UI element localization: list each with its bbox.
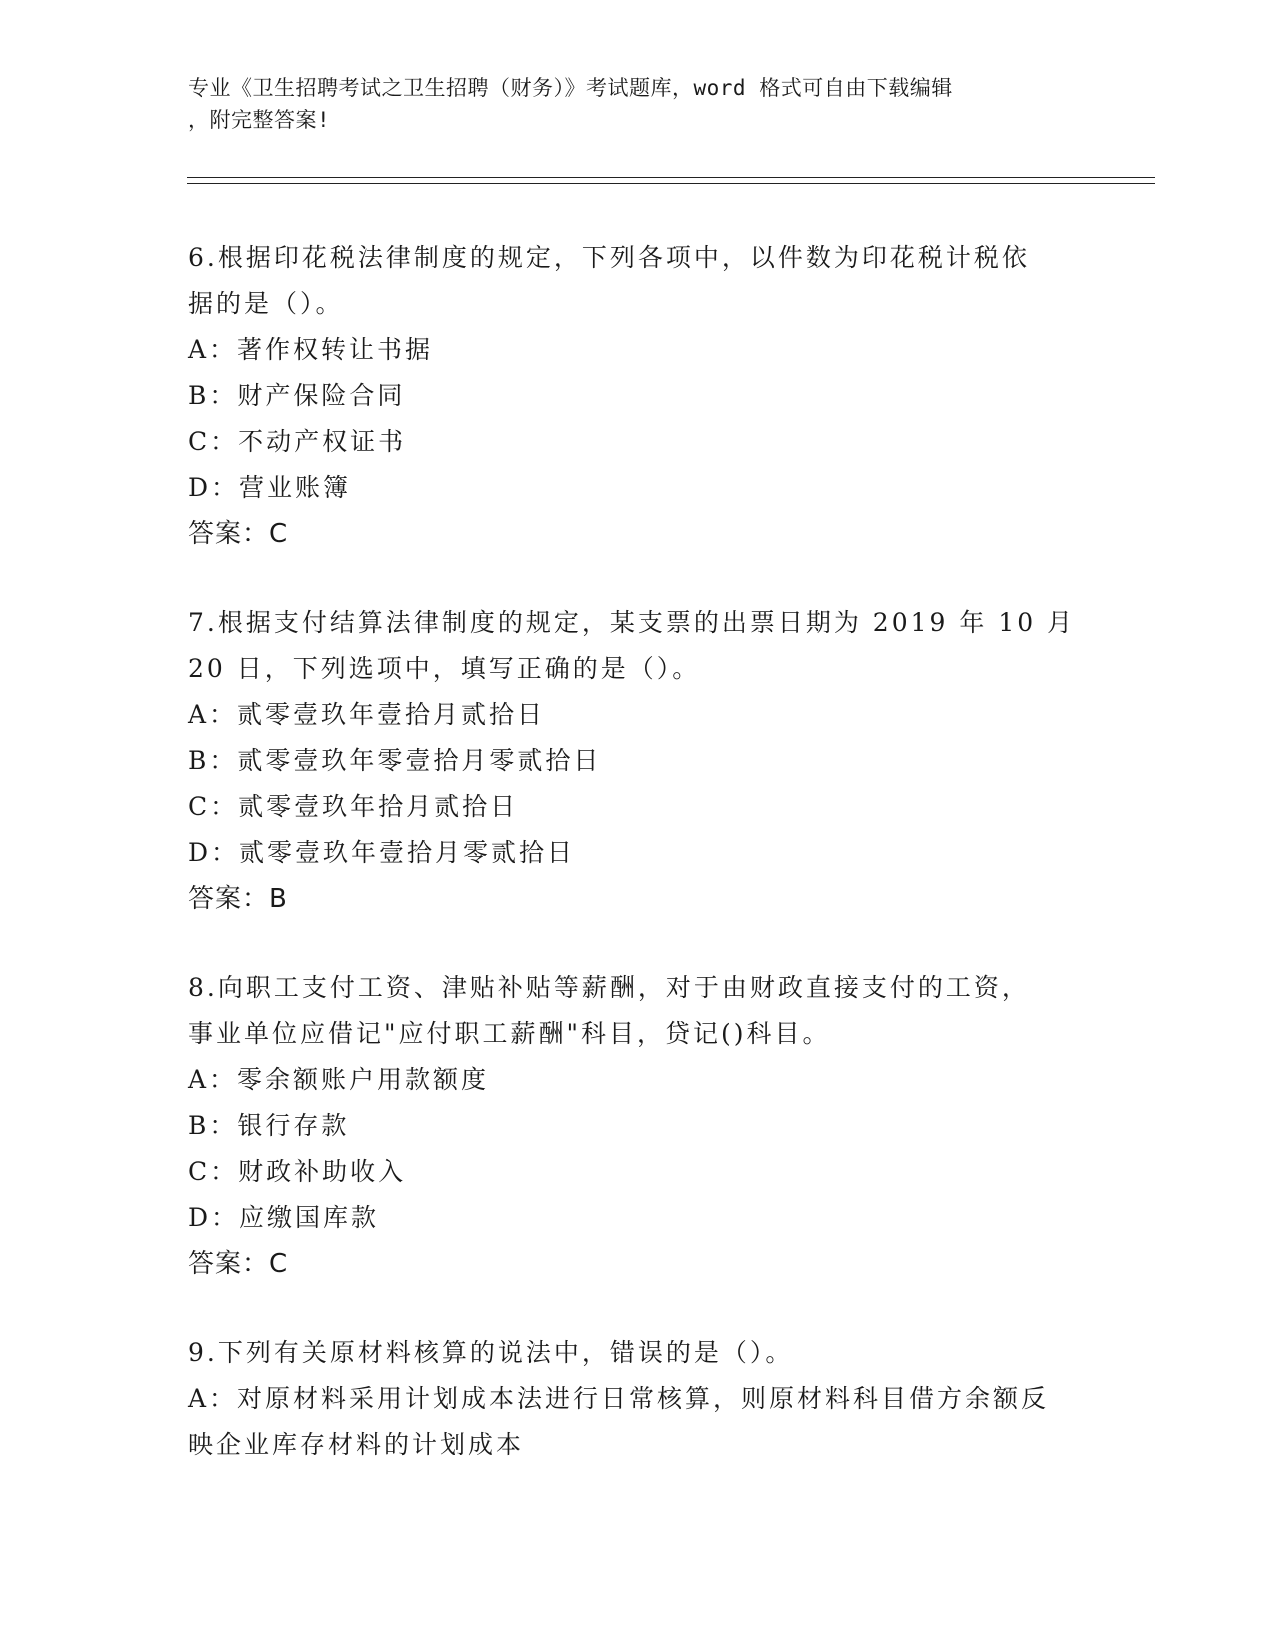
question-stem-line-2: 20 日，下列选项中，填写正确的是（）。 [188, 654, 701, 683]
option-d: D：应缴国库款 [188, 1203, 380, 1232]
question-stem-line-1: 6.根据印花税法律制度的规定，下列各项中，以件数为印花税计税依 [188, 243, 1030, 272]
option-a: A：著作权转让书据 [188, 335, 434, 364]
question-6 [188, 235, 1088, 557]
option-b: B：财产保险合同 [188, 381, 406, 410]
option-d: D：贰零壹玖年壹拾月零贰拾日 [188, 838, 576, 867]
question-stem-line-1: 7.根据支付结算法律制度的规定，某支票的出票日期为 2019 年 10 月 [188, 608, 1076, 637]
option-b: B：贰零壹玖年零壹拾月零贰拾日 [188, 746, 602, 775]
option-d: D：营业账簿 [188, 473, 352, 502]
question-7 [188, 600, 1088, 922]
option-c: C：不动产权证书 [188, 427, 407, 456]
option-c: C：贰零壹玖年拾月贰拾日 [188, 792, 519, 821]
question-8 [188, 965, 1088, 1287]
answer: 答案：C [188, 519, 289, 549]
question-stem-line-2: 事业单位应借记"应付职工薪酬"科目，贷记()科目。 [188, 1019, 831, 1048]
header-divider-top [187, 177, 1155, 178]
question-stem-line-1: 9.下列有关原材料核算的说法中，错误的是（）。 [188, 1338, 794, 1367]
header-line-1: 专业《卫生招聘考试之卫生招聘（财务）》考试题库，word 格式可自由下载编辑 [188, 76, 953, 100]
question-stem-line-1: 8.向职工支付工资、津贴补贴等薪酬，对于由财政直接支付的工资， [188, 973, 1030, 1002]
document-header [188, 72, 1088, 136]
option-a: A：贰零壹玖年壹拾月贰拾日 [188, 700, 546, 729]
option-a-continued: 映企业库存材料的计划成本 [188, 1430, 525, 1459]
option-a: A：对原材料采用计划成本法进行日常核算，则原材料科目借方余额反 [188, 1384, 1050, 1413]
header-divider-bottom [187, 183, 1155, 184]
option-b: B：银行存款 [188, 1111, 350, 1140]
answer: 答案：C [188, 1249, 289, 1279]
question-9 [188, 1330, 1088, 1468]
header-line-2: ，附完整答案! [188, 108, 331, 132]
option-a: A：零余额账户用款额度 [188, 1065, 490, 1094]
answer: 答案：B [188, 884, 288, 914]
option-c: C：财政补助收入 [188, 1157, 407, 1186]
question-stem-line-2: 据的是（）。 [188, 289, 344, 318]
